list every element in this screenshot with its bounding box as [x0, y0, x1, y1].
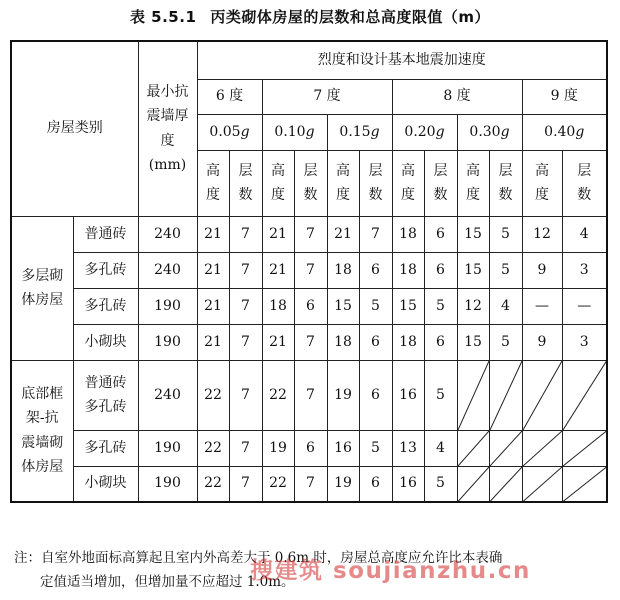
- height-char: 度: [206, 187, 220, 203]
- height-char: 度: [401, 187, 415, 203]
- accel-value: 0.05: [209, 123, 241, 140]
- accel-cell: [457, 114, 522, 150]
- value-cell: 21: [197, 252, 229, 288]
- group-name-line: 体房屋: [21, 459, 64, 476]
- limits-table: [10, 40, 608, 503]
- height-char: 度: [535, 187, 549, 203]
- not-applicable-cell: [562, 466, 607, 502]
- accel-unit: g: [575, 123, 585, 140]
- value-cell: 6: [359, 360, 392, 430]
- value-cell: 22: [197, 430, 229, 466]
- value-cell: 7: [229, 466, 262, 502]
- not-applicable-cell: [489, 466, 522, 502]
- floors-header: [424, 150, 457, 216]
- value-cell: 7: [229, 324, 262, 360]
- value-cell: 7: [294, 466, 327, 502]
- value-cell: —: [522, 288, 562, 324]
- value-cell: 22: [262, 360, 294, 430]
- value-cell: 5: [489, 216, 522, 252]
- accel-cell: [522, 114, 607, 150]
- degree-6: 6 度: [197, 79, 262, 114]
- floors-char: 层: [303, 162, 318, 179]
- wall-thickness: 240: [138, 252, 197, 288]
- diagonal-slash-icon: [523, 467, 562, 502]
- min-wall-line: 度: [160, 132, 175, 149]
- value-cell: 5: [359, 430, 392, 466]
- value-cell: 15: [457, 324, 489, 360]
- value-cell: 18: [327, 252, 359, 288]
- group-name-line: 多层砌: [21, 267, 64, 284]
- floors-header: [294, 150, 327, 216]
- table-row: [11, 466, 607, 502]
- floors-char: 数: [433, 187, 448, 203]
- not-applicable-cell: [489, 430, 522, 466]
- height-header: [327, 150, 359, 216]
- accel-unit: g: [500, 123, 510, 140]
- unit-type-line: 多孔砖: [84, 399, 127, 415]
- diagonal-slash-icon: [563, 467, 607, 502]
- accel-value: 0.10: [274, 123, 306, 140]
- unit-type: 小砌块: [73, 466, 138, 502]
- value-cell: 15: [457, 252, 489, 288]
- diagonal-slash-icon: [490, 361, 522, 430]
- degree-8: 8 度: [392, 79, 522, 114]
- value-cell: 7: [229, 252, 262, 288]
- value-cell: 5: [359, 288, 392, 324]
- table-row: [11, 430, 607, 466]
- value-cell: 5: [489, 252, 522, 288]
- note-line-2: 定值适当增加，但增加量不应超过 1.0m。: [40, 574, 295, 590]
- height-char: 高: [401, 162, 415, 179]
- value-cell: 4: [562, 216, 607, 252]
- value-cell: 21: [197, 324, 229, 360]
- floors-char: 数: [368, 187, 383, 203]
- value-cell: 21: [262, 252, 294, 288]
- value-cell: 15: [457, 216, 489, 252]
- floors-char: 层: [498, 162, 513, 179]
- floors-header: [562, 150, 607, 216]
- diagonal-slash-icon: [458, 431, 489, 466]
- value-cell: 18: [392, 324, 424, 360]
- value-cell: 6: [424, 324, 457, 360]
- value-cell: 21: [327, 216, 359, 252]
- floors-char: 数: [498, 187, 513, 203]
- value-cell: 18: [392, 252, 424, 288]
- unit-type: 普通砖: [73, 216, 138, 252]
- unit-type: 小砌块: [73, 324, 138, 360]
- diagonal-slash-icon: [563, 431, 607, 466]
- value-cell: 7: [229, 430, 262, 466]
- value-cell: 12: [457, 288, 489, 324]
- group-name-line: 体房屋: [21, 292, 64, 308]
- value-cell: 6: [294, 430, 327, 466]
- unit-type: [73, 360, 138, 430]
- floors-header: [359, 150, 392, 216]
- value-cell: 7: [294, 324, 327, 360]
- accel-unit: g: [305, 123, 315, 140]
- value-cell: 3: [562, 324, 607, 360]
- value-cell: 18: [327, 324, 359, 360]
- wall-thickness: 190: [138, 324, 197, 360]
- value-cell: 21: [197, 216, 229, 252]
- value-cell: 22: [197, 466, 229, 502]
- accel-unit: g: [240, 123, 250, 140]
- not-applicable-cell: [562, 360, 607, 430]
- accel-unit: g: [435, 123, 445, 140]
- degree-7: 7 度: [262, 79, 392, 114]
- floors-char: 数: [303, 187, 318, 203]
- wall-thickness: 190: [138, 430, 197, 466]
- value-cell: 18: [392, 216, 424, 252]
- value-cell: 6: [424, 252, 457, 288]
- height-char: 度: [466, 187, 480, 203]
- degree-9: 9 度: [522, 79, 607, 114]
- note-line-1: 注：自室外地面标高算起且室内外高差大于 0.6m 时，房屋总高度应允许比本表确: [14, 550, 503, 566]
- value-cell: 13: [392, 430, 424, 466]
- value-cell: 5: [489, 324, 522, 360]
- value-cell: 19: [262, 430, 294, 466]
- diagonal-slash-icon: [490, 467, 522, 502]
- accel-unit: g: [370, 123, 380, 140]
- value-cell: 4: [424, 430, 457, 466]
- floors-header: [229, 150, 262, 216]
- accel-cell: [197, 114, 262, 150]
- unit-type: 多孔砖: [73, 430, 138, 466]
- value-cell: 22: [197, 360, 229, 430]
- group-name-line: 架-抗: [25, 410, 59, 427]
- value-cell: 15: [327, 288, 359, 324]
- not-applicable-cell: [457, 466, 489, 502]
- unit-type: 多孔砖: [73, 288, 138, 324]
- accel-cell: [327, 114, 392, 150]
- value-cell: 19: [327, 466, 359, 502]
- value-cell: 6: [294, 288, 327, 324]
- not-applicable-cell: [522, 360, 562, 430]
- height-char: 度: [336, 187, 350, 203]
- table-row: [11, 252, 607, 288]
- value-cell: 16: [392, 466, 424, 502]
- table-row: [11, 324, 607, 360]
- height-header: [457, 150, 489, 216]
- accel-value: 0.40: [544, 123, 576, 140]
- unit-type-line: 普通砖: [84, 374, 127, 391]
- height-header: [522, 150, 562, 216]
- value-cell: 18: [262, 288, 294, 324]
- value-cell: 19: [327, 360, 359, 430]
- floors-char: 层: [433, 162, 448, 179]
- value-cell: 16: [327, 430, 359, 466]
- accel-value: 0.15: [339, 123, 371, 140]
- value-cell: 7: [229, 360, 262, 430]
- diagonal-slash-icon: [490, 431, 522, 466]
- floors-char: 层: [238, 162, 253, 179]
- unit-type: 多孔砖: [73, 252, 138, 288]
- min-wall-line: (mm): [148, 157, 187, 174]
- group-name-masonry: [11, 216, 73, 360]
- diagonal-slash-icon: [523, 361, 562, 430]
- value-cell: 6: [424, 216, 457, 252]
- diagonal-slash-icon: [458, 467, 489, 502]
- min-wall-header: [138, 41, 197, 216]
- value-cell: 3: [562, 252, 607, 288]
- value-cell: 7: [294, 216, 327, 252]
- value-cell: —: [562, 288, 607, 324]
- value-cell: 7: [359, 216, 392, 252]
- group-name-frame: [11, 360, 73, 502]
- table-row: [11, 288, 607, 324]
- value-cell: 21: [262, 324, 294, 360]
- floors-char: 层: [577, 162, 592, 179]
- value-cell: 6: [359, 324, 392, 360]
- value-cell: 12: [522, 216, 562, 252]
- height-header: [392, 150, 424, 216]
- table-row: [11, 216, 607, 252]
- group-name-line: 震墙砌: [21, 434, 64, 451]
- floors-char: 数: [577, 187, 592, 203]
- floors-char: 层: [368, 162, 383, 179]
- accel-value: 0.30: [469, 123, 501, 140]
- height-header: [262, 150, 294, 216]
- diagonal-slash-icon: [523, 431, 562, 466]
- height-header: [197, 150, 229, 216]
- value-cell: 9: [522, 324, 562, 360]
- min-wall-line: 最小抗: [146, 83, 189, 100]
- value-cell: 5: [424, 360, 457, 430]
- height-char: 度: [271, 187, 285, 203]
- house-type-header: 房屋类别: [11, 41, 138, 216]
- table-number: 表 5.5.1: [129, 8, 197, 26]
- value-cell: 22: [262, 466, 294, 502]
- value-cell: 6: [359, 252, 392, 288]
- diagonal-slash-icon: [563, 361, 607, 430]
- not-applicable-cell: [522, 466, 562, 502]
- intensity-header: 烈度和设计基本地震加速度: [197, 41, 607, 79]
- value-cell: 5: [424, 288, 457, 324]
- wall-thickness: 190: [138, 466, 197, 502]
- table-caption: 丙类砌体房屋的层数和总高度限值（m）: [210, 8, 491, 26]
- floors-char: 数: [238, 187, 253, 203]
- value-cell: 5: [424, 466, 457, 502]
- not-applicable-cell: [457, 360, 489, 430]
- value-cell: 21: [262, 216, 294, 252]
- wall-thickness: 190: [138, 288, 197, 324]
- value-cell: 21: [197, 288, 229, 324]
- accel-cell: [262, 114, 327, 150]
- diagonal-slash-icon: [458, 361, 489, 430]
- height-char: 高: [535, 162, 549, 179]
- table-row: [11, 360, 607, 430]
- accel-value: 0.20: [404, 123, 436, 140]
- height-char: 高: [206, 162, 220, 179]
- floors-header: [489, 150, 522, 216]
- not-applicable-cell: [522, 430, 562, 466]
- value-cell: 15: [392, 288, 424, 324]
- watermark: 搜建筑 soujianzhu.cn: [250, 558, 531, 584]
- accel-cell: [392, 114, 457, 150]
- min-wall-line: 震墙厚: [146, 108, 189, 125]
- value-cell: 9: [522, 252, 562, 288]
- wall-thickness: 240: [138, 216, 197, 252]
- not-applicable-cell: [489, 360, 522, 430]
- value-cell: 4: [489, 288, 522, 324]
- value-cell: 16: [392, 360, 424, 430]
- value-cell: 7: [294, 360, 327, 430]
- height-char: 高: [271, 162, 285, 179]
- not-applicable-cell: [562, 430, 607, 466]
- value-cell: 7: [229, 216, 262, 252]
- value-cell: 7: [294, 252, 327, 288]
- table-title: [0, 6, 620, 27]
- value-cell: 7: [229, 288, 262, 324]
- height-char: 高: [466, 162, 480, 179]
- height-char: 高: [336, 162, 350, 179]
- group-name-line: 底部框: [21, 385, 64, 402]
- value-cell: 6: [359, 466, 392, 502]
- not-applicable-cell: [457, 430, 489, 466]
- wall-thickness: 240: [138, 360, 197, 430]
